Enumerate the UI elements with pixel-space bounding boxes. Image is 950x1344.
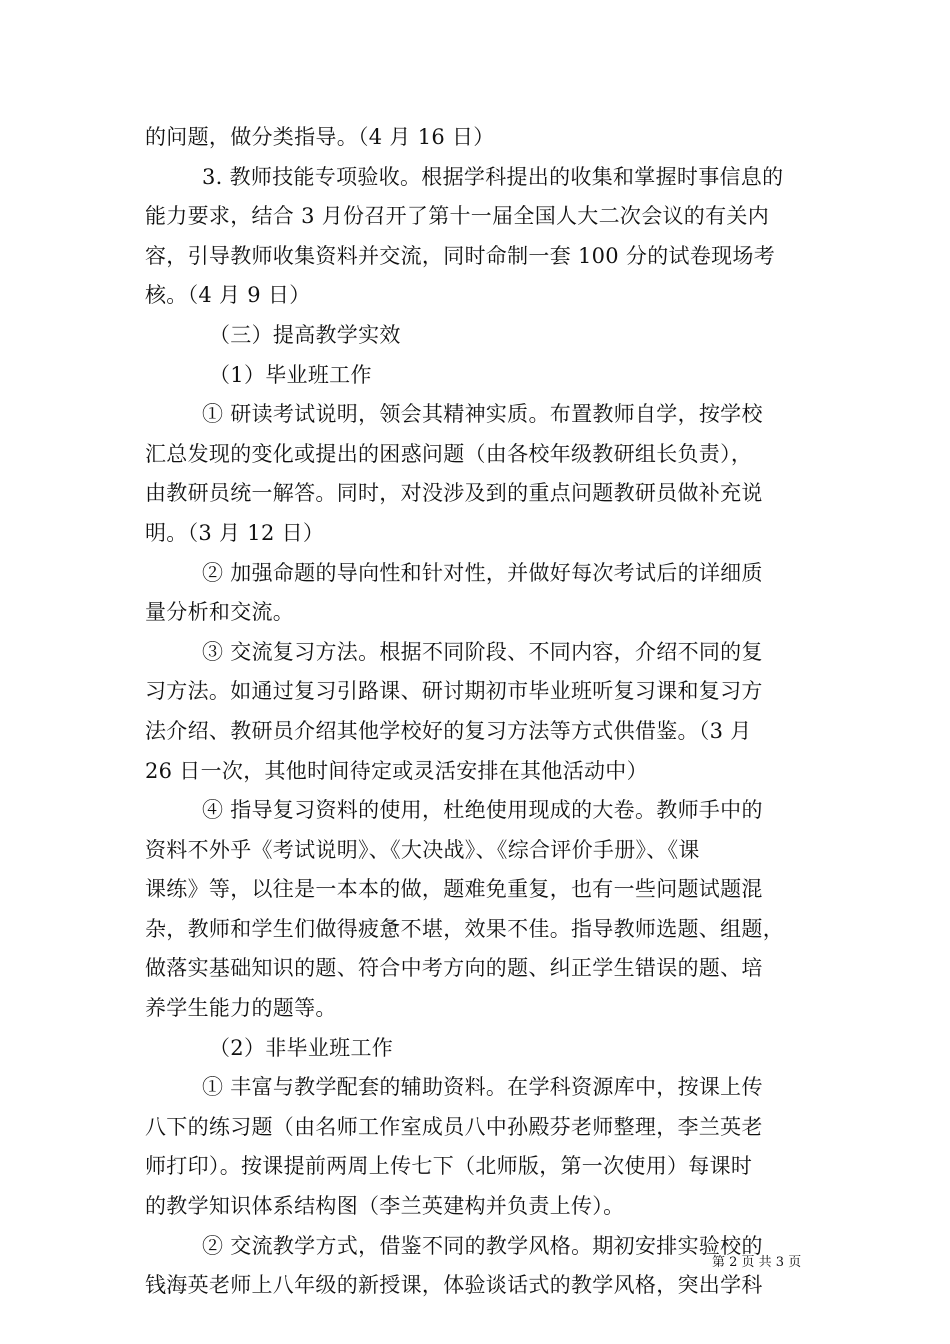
text-line: 容，引导教师收集资料并交流，同时命制一套 100 分的试卷现场考 — [145, 243, 776, 268]
text-line: 做落实基础知识的题、符合中考方向的题、纠正学生错误的题、培 — [145, 956, 763, 981]
text-line: （1）毕业班工作 — [209, 362, 372, 387]
text-line: 能力要求，结合 3 月份召开了第十一届全国人大二次会议的有关内 — [145, 204, 770, 229]
document-body — [145, 118, 820, 1306]
text-line: 的问题，做分类指导。（4 月 16 日） — [145, 125, 495, 149]
text-line: 资料不外乎《考试说明》、《大决战》、《综合评价手册》、《课 — [145, 837, 700, 862]
text-line: 汇总发现的变化或提出的困惑问题（由各校年级教研组长负责）， — [145, 441, 753, 466]
text-line: ③ 交流复习方法。根据不同阶段、不同内容，介绍不同的复 — [202, 639, 763, 664]
text-line: 的教学知识体系结构图（李兰英建构并负责上传）。 — [145, 1194, 625, 1219]
text-line: 明。（3 月 12 日） — [145, 520, 325, 545]
page-number: 第 2 页 共 3 页 — [712, 1255, 802, 1270]
text-line: ② 加强命题的导向性和针对性，并做好每次考试后的详细质 — [202, 560, 763, 585]
text-line: 法介绍、教研员介绍其他学校好的复习方法等方式供借鉴。（3 月 — [145, 718, 752, 743]
text-line: ② 交流教学方式，借鉴不同的教学风格。期初安排实验校的 — [202, 1233, 763, 1258]
text-line: 课练》等，以往是一本本的做，题难免重复，也有一些问题试题混 — [145, 877, 763, 902]
text-line: （2）非毕业班工作 — [209, 1035, 394, 1060]
text-line: 钱海英老师上八年级的新授课，体验谈话式的教学风格，突出学科 — [145, 1273, 763, 1298]
text-line: ④ 指导复习资料的使用，杜绝使用现成的大卷。教师手中的 — [202, 798, 763, 823]
text-line: 杂，教师和学生们做得疲惫不堪，效果不佳。指导教师选题、组题， — [145, 916, 784, 941]
text-line: ① 研读考试说明，领会其精神实质。布置教师自学，按学校 — [202, 402, 763, 427]
text-line: 八下的练习题（由名师工作室成员八中孙殿芬老师整理，李兰英老 — [145, 1114, 763, 1139]
text-line: 量分析和交流。 — [145, 600, 295, 625]
text-line: ① 丰富与教学配套的辅助资料。在学科资源库中，按课上传 — [202, 1075, 763, 1100]
text-line: 26 日一次，其他时间待定或灵活安排在其他活动中） — [145, 758, 648, 783]
text-line: （三）提高教学实效 — [209, 322, 401, 347]
text-line: 核。（4 月 9 日） — [145, 283, 311, 308]
text-line: 3. 教师技能专项验收。根据学科提出的收集和掌握时事信息的 — [202, 164, 784, 189]
text-line: 师打印）。按课提前两周上传七下（北师版，第一次使用）每课时 — [145, 1154, 753, 1179]
text-line: 由教研员统一解答。同时，对没涉及到的重点问题教研员做补充说 — [145, 481, 763, 506]
text-line: 习方法。如通过复习引路课、研讨期初市毕业班听复习课和复习方 — [145, 679, 763, 704]
text-line: 养学生能力的题等。 — [145, 996, 337, 1021]
